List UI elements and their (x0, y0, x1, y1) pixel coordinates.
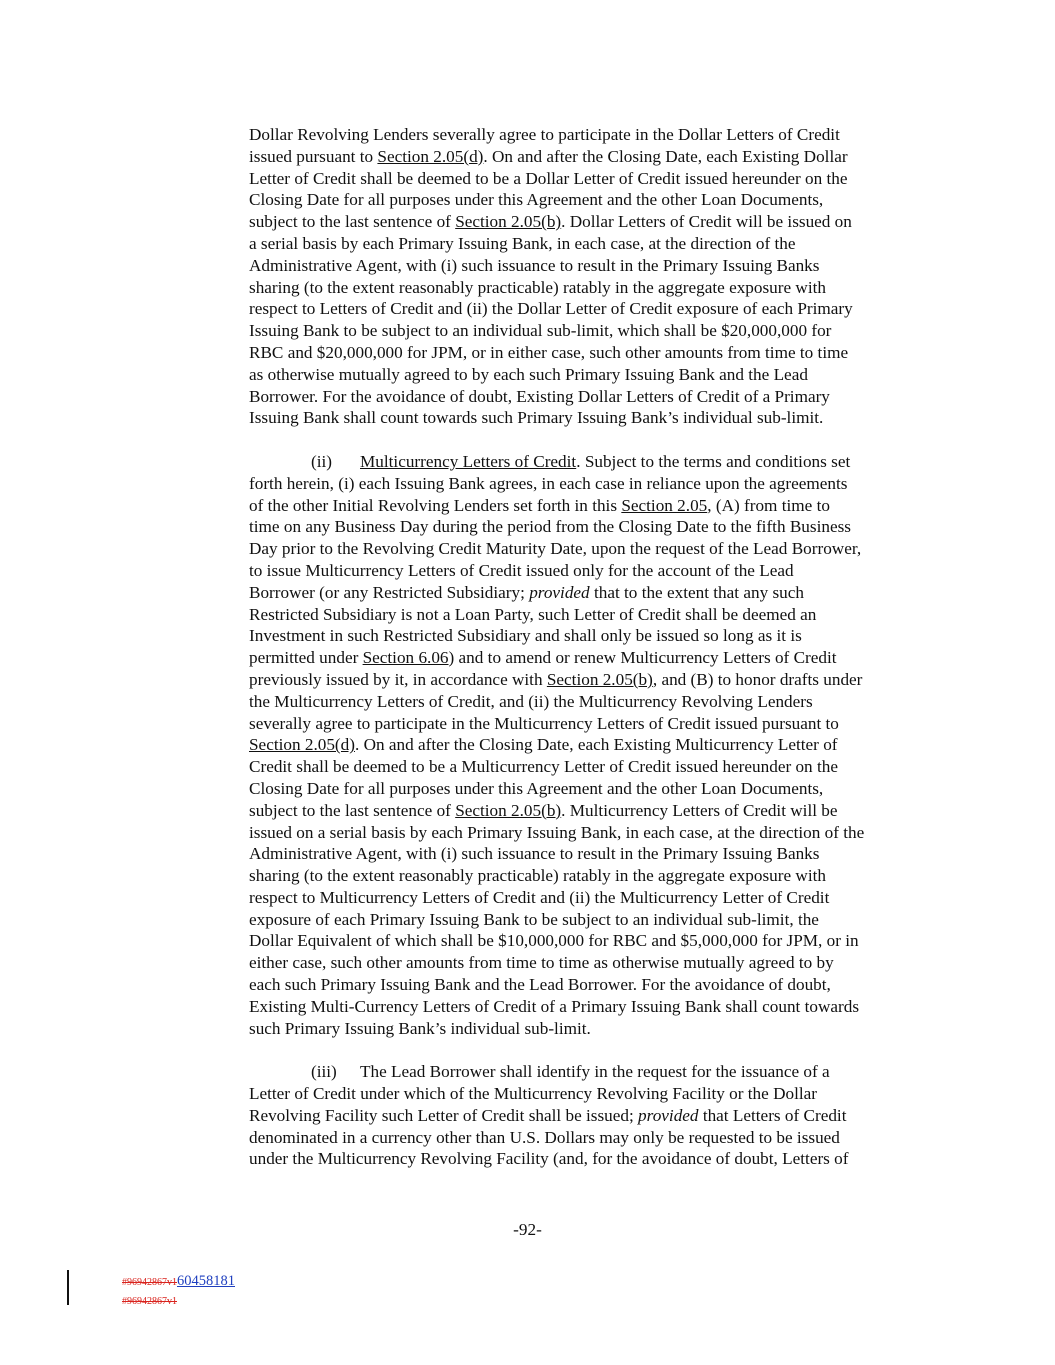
text-run: respect to Letters of Credit and (ii) the Dollar Letter of Credit exposure of each Primary (249, 299, 853, 319)
text-line (249, 168, 935, 190)
text-run: Credit shall be deemed to be a Multicurrency Letter of Credit issued hereunder on the (249, 757, 838, 777)
body-text (249, 124, 935, 1192)
text-line (249, 604, 935, 626)
text-line (249, 255, 935, 277)
text-line (249, 647, 935, 669)
clause-first-line-text: . Subject to the terms and conditions set (576, 451, 851, 471)
text-line (249, 233, 935, 255)
section-reference: Section 2.05(d) (377, 146, 484, 166)
text-run: . On and after the Closing Date, each Existing Multicurrency Letter of (354, 735, 838, 755)
text-run: that to the extent that any such (589, 582, 804, 602)
text-line (249, 582, 935, 604)
text-run: such Primary Issuing Bank’s individual sub-limit. (249, 1018, 591, 1038)
text-run: , (A) from time to (707, 495, 830, 515)
document-id-deleted: #96942867v1 (122, 1277, 177, 1288)
text-line (249, 1018, 935, 1040)
section-reference: Section 2.05(b) (455, 800, 562, 820)
text-run: Letter of Credit under which of the Multicurrency Revolving Facility or the Dollar (249, 1084, 817, 1104)
section-reference: Section 6.06 (362, 648, 449, 668)
text-line (249, 538, 935, 560)
text-run: issued on a serial basis by each Primary Issuing Bank, in each case, at the direction of the (249, 822, 865, 842)
text-run: time on any Business Day during the period from the Closing Date to the fifth Business (249, 517, 851, 537)
section-reference: Section 2.05 (621, 495, 708, 515)
emphasized-term: provided (638, 1105, 699, 1125)
text-line (249, 320, 935, 342)
paragraph-body-lines (249, 1083, 935, 1170)
text-line (249, 909, 935, 931)
text-run: Borrower. For the avoidance of doubt, Existing Dollar Letters of Credit of a Primary (249, 386, 830, 406)
text-line (249, 734, 935, 756)
text-line (249, 407, 935, 429)
text-line (249, 800, 935, 822)
text-line (249, 516, 935, 538)
clause-numeral: (iii) (311, 1062, 337, 1082)
text-run: Administrative Agent, with (i) such issuance to result in the Primary Issuing Banks (249, 255, 820, 275)
text-run: subject to the last sentence of (249, 212, 456, 232)
text-run: Day prior to the Revolving Credit Maturity Date, upon the request of the Lead Borrower, (249, 539, 862, 559)
text-run: . On and after the Closing Date, each Existing Dollar (483, 146, 848, 166)
text-line (249, 843, 935, 865)
text-line (249, 277, 935, 299)
clause-first-line-text: The Lead Borrower shall identify in the request for the issuance of a (360, 1062, 830, 1082)
text-line (249, 298, 935, 320)
text-run: permitted under (249, 648, 363, 668)
text-run: the Multicurrency Letters of Credit, and (ii) the Multicurrency Revolving Lenders (249, 691, 813, 711)
text-run: exposure of each Primary Issuing Bank to be subject to an individual sub-limit, the (249, 909, 819, 929)
text-line (249, 778, 935, 800)
text-run: Closing Date for all purposes under this Agreement and the other Loan Documents, (249, 190, 824, 210)
document-id-block (122, 1272, 235, 1309)
text-line (249, 669, 935, 691)
text-line (249, 713, 935, 735)
text-run: previously issued by it, in accordance with (249, 669, 547, 689)
text-run: Closing Date for all purposes under this Agreement and the other Loan Documents, (249, 778, 824, 798)
document-id-inserted: 60458181 (177, 1273, 235, 1289)
document-id-row (122, 1291, 235, 1309)
paragraph-continuation (249, 124, 935, 429)
text-line (249, 691, 935, 713)
section-reference: Section 2.05(b) (455, 212, 562, 232)
text-run: Dollar Equivalent of which shall be $10,000,000 for RBC and $5,000,000 for JPM, or in (249, 931, 859, 951)
text-run: Issuing Bank to be subject to an individual sub-limit, which shall be $20,000,000 for (249, 321, 832, 341)
text-run: of the other Initial Revolving Lenders set forth in this (249, 495, 622, 515)
text-run: either case, such other amounts from time to time as otherwise mutually agreed to by (249, 953, 834, 973)
text-line (249, 364, 935, 386)
paragraph-multicurrency (249, 451, 935, 1040)
text-line (249, 146, 935, 168)
text-run: , and (B) to honor drafts under (652, 669, 863, 689)
text-run: sharing (to the extent reasonably practicable) ratably in the aggregate exposure with (249, 866, 826, 886)
text-run: issued pursuant to (249, 146, 378, 166)
text-line (249, 952, 935, 974)
paragraph-lead-borrower (249, 1061, 935, 1170)
text-line (249, 211, 935, 233)
text-run: Revolving Facility such Letter of Credit shall be issued; (249, 1105, 639, 1125)
text-line (249, 473, 935, 495)
paragraph-body-lines (249, 473, 935, 1040)
text-run: Borrower (or any Restricted Subsidiary; (249, 582, 530, 602)
text-run: a serial basis by each Primary Issuing Bank, in each case, at the direction of the (249, 233, 796, 253)
text-run: . Dollar Letters of Credit will be issued on (561, 212, 852, 232)
clause-heading: Multicurrency Letters of Credit (360, 451, 577, 471)
text-line (249, 1127, 935, 1149)
text-run: sharing (to the extent reasonably practicable) ratably in the aggregate exposure with (249, 277, 826, 297)
text-line (249, 887, 935, 909)
text-line (249, 560, 935, 582)
text-line (249, 1083, 935, 1105)
text-run: RBC and $20,000,000 for JPM, or in either case, such other amounts from time to time (249, 342, 849, 362)
text-run: forth herein, (i) each Issuing Bank agrees, in each case in reliance upon the agreements (249, 473, 848, 493)
text-run: to issue Multicurrency Letters of Credit issued only for the account of the Lead (249, 560, 794, 580)
change-bar (67, 1270, 69, 1305)
text-line (249, 625, 935, 647)
document-id-deleted: #96942867v1 (122, 1295, 177, 1307)
paragraph-first-line (249, 1061, 935, 1083)
text-line (249, 822, 935, 844)
text-line (249, 495, 935, 517)
text-line (249, 386, 935, 408)
text-line (249, 930, 935, 952)
text-run: Dollar Revolving Lenders severally agree to participate in the Dollar Letters of Credit (249, 125, 840, 144)
text-line (249, 756, 935, 778)
text-run: Restricted Subsidiary is not a Loan Party, such Letter of Credit shall be deemed an (249, 604, 817, 624)
text-line (249, 1148, 935, 1170)
text-run: Existing Multi-Currency Letters of Credit of a Primary Issuing Bank shall count towards (249, 996, 860, 1016)
text-run: denominated in a currency other than U.S. Dollars may only be requested to be issued (249, 1127, 840, 1147)
text-line (249, 865, 935, 887)
section-reference: Section 2.05(d) (249, 735, 355, 755)
emphasized-term: provided (529, 582, 590, 602)
text-run: under the Multicurrency Revolving Facility (and, for the avoidance of doubt, Letters of (249, 1149, 849, 1169)
section-reference: Section 2.05(b) (546, 669, 653, 689)
text-run: Administrative Agent, with (i) such issuance to result in the Primary Issuing Banks (249, 844, 820, 864)
text-line (249, 996, 935, 1018)
clause-numeral: (ii) (311, 451, 332, 471)
text-run: Issuing Bank shall count towards such Primary Issuing Bank’s individual sub-limit. (249, 408, 824, 428)
text-run: ) and to amend or renew Multicurrency Letters of Credit (448, 648, 837, 668)
text-line (249, 974, 935, 996)
text-run: each such Primary Issuing Bank and the Lead Borrower. For the avoidance of doubt, (249, 975, 831, 995)
text-run: Investment in such Restricted Subsidiary and shall only be issued so long as it is (249, 626, 802, 646)
text-run: subject to the last sentence of (249, 800, 456, 820)
text-run: respect to Multicurrency Letters of Credit and (ii) the Multicurrency Letter of Credit (249, 887, 830, 907)
paragraph-first-line (249, 451, 935, 473)
text-run: severally agree to participate in the Multicurrency Letters of Credit issued pursuant to (249, 713, 839, 733)
page-number: -92- (513, 1220, 542, 1239)
text-run: . Multicurrency Letters of Credit will be (561, 800, 838, 820)
text-run: that Letters of Credit (698, 1105, 847, 1125)
text-line (249, 124, 935, 146)
text-line (249, 1105, 935, 1127)
text-run: as otherwise mutually agreed to by each such Primary Issuing Bank and the Lead (249, 364, 808, 384)
text-run: Letter of Credit shall be deemed to be a Dollar Letter of Credit issued hereunder on the (249, 168, 848, 188)
text-line (249, 342, 935, 364)
document-id-row (122, 1272, 235, 1290)
text-line (249, 189, 935, 211)
